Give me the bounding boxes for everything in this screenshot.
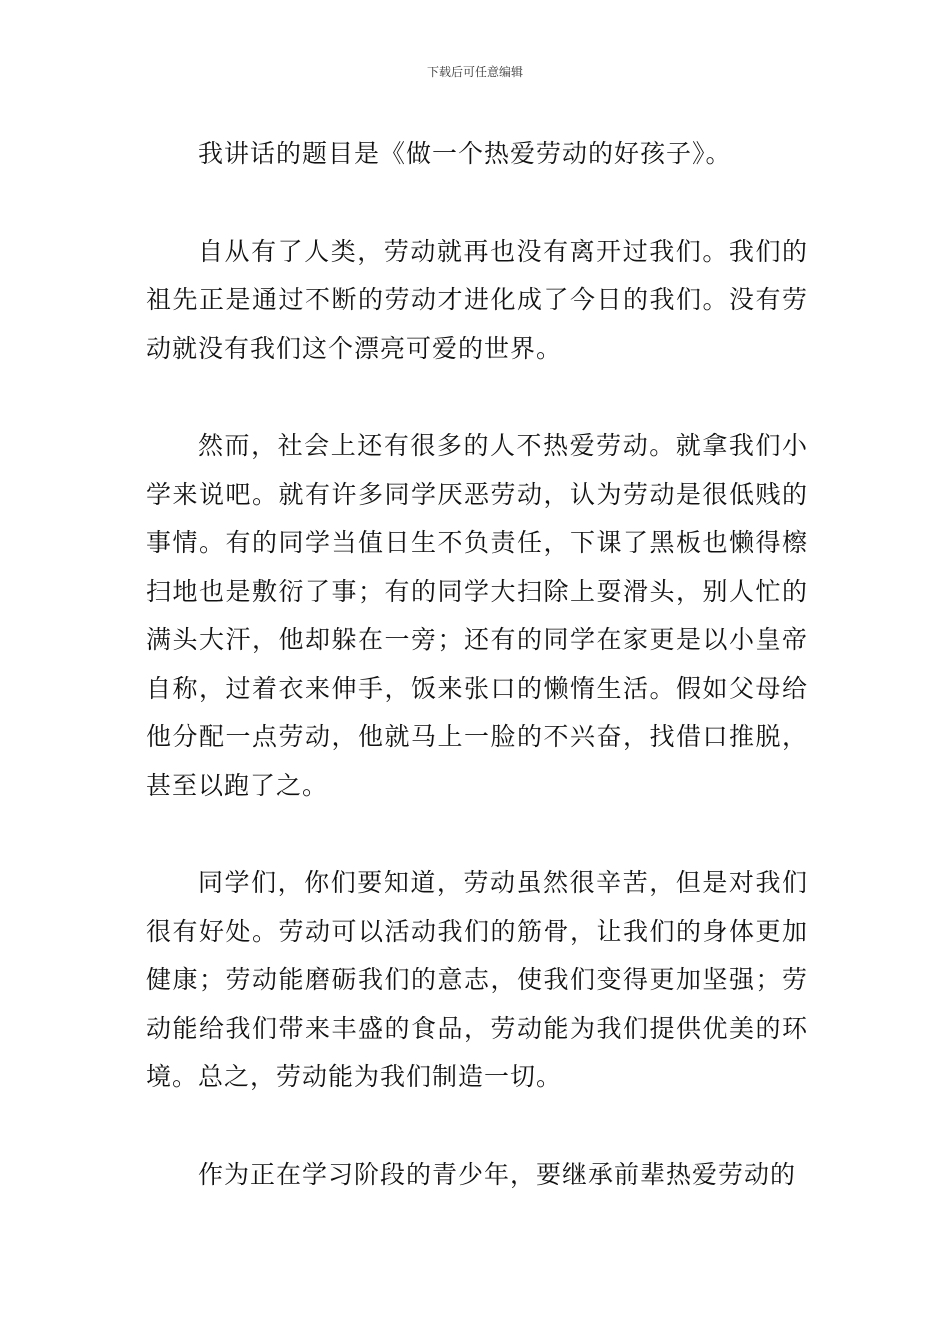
paragraph-gap	[146, 810, 808, 859]
paragraph-gap	[146, 373, 808, 422]
paragraph-youth-inherit: 作为正在学习阶段的青少年，要继承前辈热爱劳动的	[198, 1159, 797, 1189]
paragraph-origin-of-labor: 自从有了人类，劳动就再也没有离开过我们。我们的祖先正是通过不断的劳动才进化成了今日的我们。没有劳动就没有我们这个漂亮可爱的世界。	[146, 236, 808, 363]
paragraph-title-sentence: 我讲话的题目是《做一个热爱劳动的好孩子》。	[198, 139, 732, 168]
paragraph-gap	[146, 1102, 808, 1151]
paragraph-benefits-of-labor: 同学们，你们要知道，劳动虽然很辛苦，但是对我们很有好处。劳动可以活动我们的筋骨，让我们的身体更加健康；劳动能磨砺我们的意志，使我们变得更加坚强；劳动能给我们带来丰盛的食品，劳动能为我们提供优美的环境。总之，劳动能为我们制造一切。	[146, 868, 808, 1091]
paragraph-gap	[146, 179, 808, 228]
paragraph-lazy-students: 然而，社会上还有很多的人不热爱劳动。就拿我们小学来说吧。就有许多同学厌恶劳动，认为劳动是很低贱的事情。有的同学当值日生不负责任，下课了黑板也懒得檫扫地也是敷衍了事；有的同学大扫除上耍滑头，别人忙的满头大汗，他却躲在一旁；还有的同学在家更是以小皇帝自称，过着衣来伸手，饭来张口的懒惰生活。假如父母给他分配一点劳动，他就马上一脸的不兴奋，找借口推脱，甚至以跑了之。	[146, 431, 808, 800]
document-body	[146, 130, 808, 1199]
page-header-note: 下载后可任意编辑	[426, 65, 523, 79]
